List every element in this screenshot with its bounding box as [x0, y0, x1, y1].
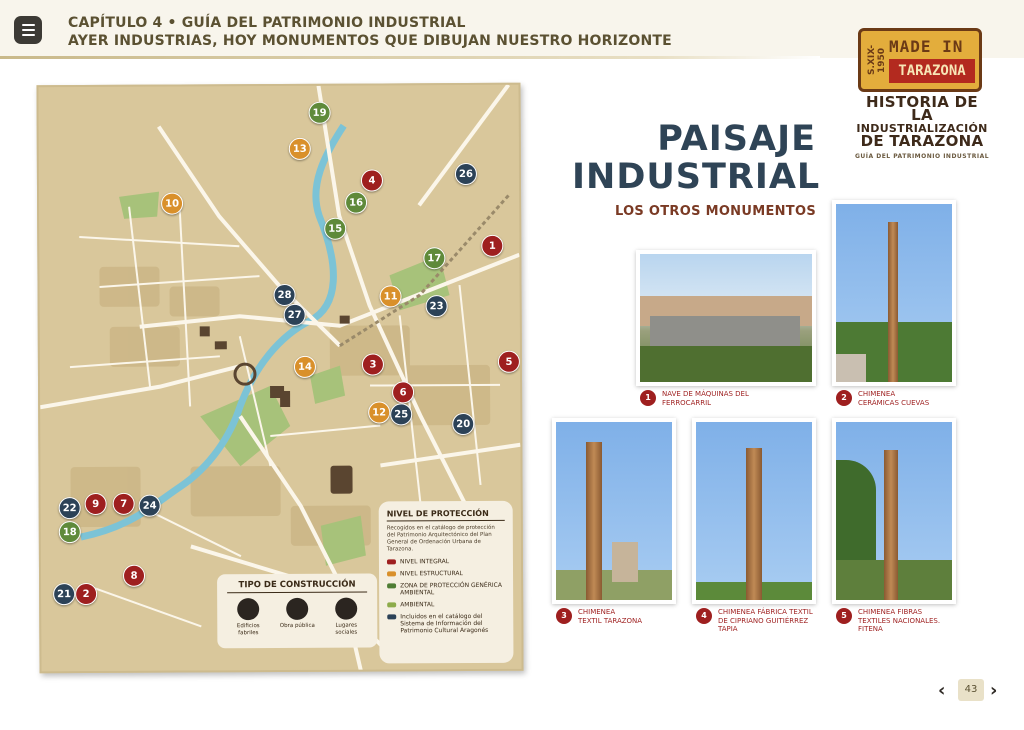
map-marker[interactable]: 28	[274, 284, 296, 306]
logo-title-4: GUÍA DEL PATRIMONIO INDUSTRIAL	[854, 153, 990, 160]
caption-line: NAVE DE MÁQUINAS DEL	[662, 390, 749, 398]
chapter-heading	[68, 14, 672, 50]
map-marker[interactable]: 13	[289, 138, 311, 160]
legend-label: AMBIENTAL	[400, 601, 435, 609]
chapter-line-2: AYER INDUSTRIAS, HOY MONUMENTOS QUE DIBUJAN NUESTRO HORIZONTE	[68, 33, 672, 49]
header-divider	[0, 56, 820, 59]
map-marker[interactable]: 5	[498, 351, 520, 373]
logo-made-in: MADE IN	[889, 37, 964, 56]
menu-icon[interactable]	[14, 16, 42, 44]
logo-years: S.XIX-1950	[867, 44, 887, 76]
photo-image	[556, 422, 672, 600]
chevron-right-icon[interactable]: ›	[990, 680, 998, 701]
map-marker[interactable]: 21	[53, 583, 75, 605]
construction-type-item	[325, 598, 367, 636]
map-marker[interactable]: 16	[345, 192, 367, 214]
construction-type-label: Lugares sociales	[335, 622, 358, 636]
caption-line: CHIMENEA FÁBRICA TEXTIL	[718, 608, 813, 616]
photo-fitena[interactable]	[832, 418, 956, 604]
public-works-icon	[286, 598, 308, 620]
legend-swatch	[387, 602, 396, 607]
logo-title-3: DE TARAZONA	[860, 132, 984, 150]
caption-line: TEXTILES NACIONALES.	[858, 616, 941, 625]
caption-line: CHIMENEA	[858, 390, 896, 398]
legend-swatch	[387, 583, 396, 588]
caption-number: 2	[836, 390, 852, 406]
map-marker[interactable]: 18	[59, 521, 81, 543]
map-marker[interactable]: 19	[309, 102, 331, 124]
map-marker[interactable]: 15	[324, 218, 346, 240]
caption-line: CERÁMICAS CUEVAS	[858, 398, 930, 407]
logo-title-1: HISTORIA DE LA	[866, 93, 978, 124]
map-marker[interactable]: 23	[426, 295, 448, 317]
legend-title: NIVEL DE PROTECCIÓN	[387, 509, 505, 522]
caption-number: 4	[696, 608, 712, 624]
social-place-icon	[335, 598, 357, 620]
construction-type-item	[276, 598, 318, 636]
caption-line: DE CIPRIANO GUITIÉRREZ	[718, 616, 809, 625]
legend-label: NIVEL ESTRUCTURAL	[400, 570, 463, 578]
factory-icon	[237, 598, 259, 620]
legend-swatch	[387, 614, 396, 619]
map-marker[interactable]: 1	[481, 235, 503, 257]
map-marker[interactable]: 25	[390, 403, 412, 425]
page-title-line-1: PAISAJE	[657, 119, 816, 159]
photo-caption	[696, 608, 826, 634]
map-marker[interactable]: 17	[423, 247, 445, 269]
photo-textil-tarazona[interactable]	[552, 418, 676, 604]
legend-label: ZONA DE PROTECCIÓN GENÉRICA AMBIENTAL	[400, 581, 502, 597]
page-title	[572, 119, 821, 197]
caption-text	[578, 608, 642, 625]
map-marker[interactable]: 22	[59, 497, 81, 519]
construction-type-item	[227, 598, 269, 636]
caption-line: TEXTIL TARAZONA	[578, 616, 643, 625]
photo-caption	[556, 608, 686, 625]
map-marker[interactable]: 3	[362, 353, 384, 375]
legend-swatch	[387, 571, 396, 576]
photo-cipriano-gutierrez[interactable]	[692, 418, 816, 604]
caption-text	[858, 390, 929, 407]
legend-item	[387, 558, 505, 566]
caption-number: 1	[640, 390, 656, 406]
chapter-line-1: CAPÍTULO 4 • GUÍA DEL PATRIMONIO INDUSTRIAL	[68, 15, 466, 31]
construction-type-label: Obra pública	[279, 622, 315, 630]
photo-image	[836, 204, 952, 382]
logo-ticket	[858, 28, 982, 92]
map-marker[interactable]: 8	[123, 565, 145, 587]
caption-line: CHIMENEA	[578, 608, 616, 616]
caption-line: FITENA	[858, 625, 883, 633]
map-marker[interactable]: 14	[294, 356, 316, 378]
map-marker[interactable]: 12	[368, 401, 390, 423]
legend-label: NIVEL INTEGRAL	[399, 558, 450, 566]
chevron-left-icon[interactable]: ‹	[938, 680, 946, 701]
legend-note: Recogidos en el catálogo de protección del Patrimonio Arquitectónico del Plan General de Ordenación Urbana de Tarazona.	[386, 524, 495, 553]
map-marker[interactable]: 26	[455, 163, 477, 185]
logo-city: TARAZONA	[889, 59, 975, 83]
caption-text	[858, 608, 940, 634]
photo-caption	[640, 390, 816, 407]
map-marker[interactable]: 7	[113, 493, 135, 515]
caption-line: FERROCARRIL	[662, 398, 712, 407]
map-marker[interactable]: 4	[361, 169, 383, 191]
map-marker[interactable]: 10	[161, 193, 183, 215]
page-subtitle: LOS OTROS MONUMENTOS	[614, 204, 816, 219]
map-marker[interactable]: 2	[75, 583, 97, 605]
made-in-tarazona-logo	[852, 24, 992, 164]
legend-item	[387, 582, 505, 597]
map-marker[interactable]: 27	[284, 304, 306, 326]
photo-image	[696, 422, 812, 600]
protection-legend	[379, 501, 514, 664]
legend-item	[387, 601, 505, 609]
map-marker[interactable]: 24	[139, 495, 161, 517]
page-number: 43	[958, 679, 984, 701]
page-title-line-2: INDUSTRIAL	[572, 157, 821, 197]
photo-caption	[836, 608, 966, 634]
legend-label: Incluidos en el catálogo del Sistema de Información del Patrimonio Cultural Aragonés	[400, 612, 489, 635]
photo-ceramicas-cuevas[interactable]	[832, 200, 956, 386]
logo-title-2: INDUSTRIALIZACIÓN	[856, 122, 988, 135]
logo-title	[854, 93, 990, 163]
photo-image	[640, 254, 812, 382]
caption-number: 3	[556, 608, 572, 624]
legend-item	[387, 570, 505, 578]
construction-type-label: Edificios fabriles	[236, 623, 260, 636]
legend-swatch	[387, 559, 396, 564]
map-marker[interactable]: 20	[452, 413, 474, 435]
photo-caption	[836, 390, 966, 407]
caption-text	[718, 608, 813, 634]
map-marker[interactable]: 9	[85, 493, 107, 515]
map-marker[interactable]: 6	[392, 381, 414, 403]
caption-line: CHIMENEA FIBRAS	[858, 608, 923, 616]
construction-type-title: TIPO DE CONSTRUCCIÓN	[227, 580, 367, 594]
industrial-heritage-map	[36, 83, 523, 674]
caption-line: TAPIA	[718, 625, 738, 633]
legend-item	[387, 613, 505, 635]
construction-type-legend	[217, 573, 377, 648]
photo-nave-maquinas[interactable]	[636, 250, 816, 386]
caption-number: 5	[836, 608, 852, 624]
caption-text	[662, 390, 749, 407]
photo-image	[836, 422, 952, 600]
map-marker[interactable]: 11	[380, 285, 402, 307]
